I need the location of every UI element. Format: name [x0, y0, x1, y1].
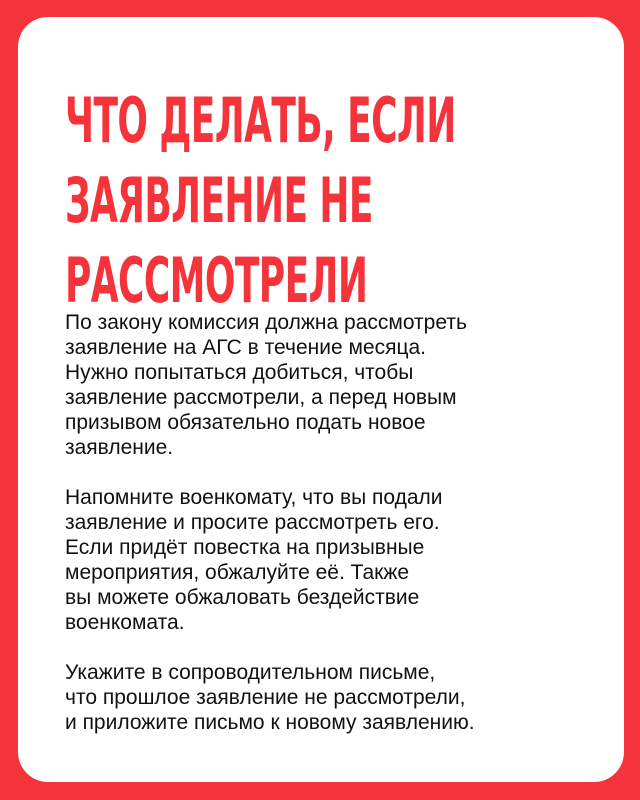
- paragraph-line: Укажите в сопроводительном письме,: [65, 661, 436, 684]
- paragraph-line: мероприятия, обжалуйте её. Также: [65, 561, 410, 584]
- paragraph-line: заявление рассмотрели, а перед новым: [65, 386, 457, 409]
- content-card: [18, 17, 624, 782]
- paragraph-line: Напомните военкомату, что вы подали: [65, 486, 443, 509]
- paragraph-line: призывом обязательно подать новое: [65, 411, 426, 434]
- paragraph-line: вы можете обжаловать бездействие: [65, 586, 420, 609]
- paragraph-line: заявление на АГС в течение месяца.: [65, 336, 427, 359]
- title-line: ЧТО ДЕЛАТЬ, ЕСЛИ: [65, 84, 456, 157]
- paragraph-line: что прошлое заявление не рассмотрели,: [65, 686, 466, 709]
- paragraph-line: заявление.: [65, 436, 174, 459]
- paragraph-1: [65, 310, 605, 460]
- paragraph-line: военкомата.: [65, 611, 185, 634]
- title-line: РАССМОТРЕЛИ: [65, 244, 368, 317]
- paragraph-line: заявление и просите рассмотреть его.: [65, 511, 440, 534]
- title-line: ЗАЯВЛЕНИЕ НЕ: [65, 164, 373, 237]
- paragraph-line: По закону комиссия должна рассмотреть: [65, 311, 467, 334]
- paragraph-line: Если придёт повестка на призывные: [65, 536, 425, 559]
- paragraph-line: Нужно попытаться добиться, чтобы: [65, 361, 414, 384]
- paragraph-2: [65, 485, 605, 635]
- paragraph-3: [65, 660, 605, 735]
- body-text: [65, 310, 605, 760]
- page-title: [65, 81, 640, 321]
- paragraph-line: и приложите письмо к новому заявлению.: [65, 711, 475, 734]
